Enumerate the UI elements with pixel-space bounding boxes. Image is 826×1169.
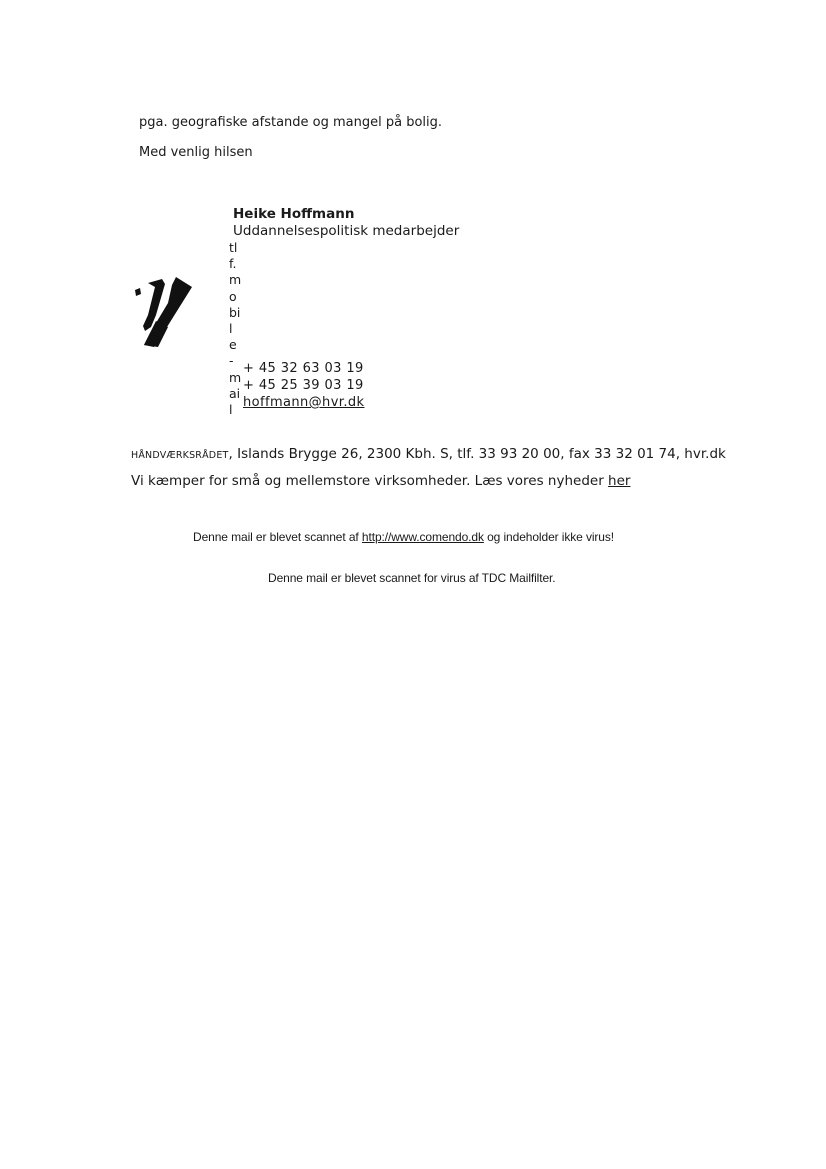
- scan-notice-comendo: [193, 530, 614, 544]
- company-name: HÅNDVÆRKSRÅDET: [131, 450, 229, 461]
- label-fragment: m: [229, 272, 242, 288]
- company-address: , Islands Brygge 26, 2300 Kbh. S, tlf. 33 93 20 00, fax 33 32 01 74, hvr.dk: [228, 446, 726, 462]
- label-fragment: e: [229, 337, 237, 353]
- signature-name: Heike Hoffmann: [233, 206, 355, 222]
- letter-line: pga. geografiske afstande og mangel på bolig.: [139, 115, 443, 130]
- label-fragment: tl: [229, 240, 238, 255]
- label-fragment: bi: [229, 304, 241, 320]
- label-fragment: l: [229, 402, 233, 418]
- email-link[interactable]: hoffmann@hvr.dk: [243, 395, 365, 410]
- news-link[interactable]: her: [608, 473, 631, 489]
- closing-text: Med venlig hilsen: [139, 145, 253, 160]
- mobile-number: + 45 25 39 03 19: [243, 378, 364, 393]
- label-fragment: m: [229, 369, 242, 385]
- label-fragment: o: [229, 288, 237, 304]
- scan-notice-suffix: og indeholder ikke virus!: [483, 530, 615, 544]
- company-tagline-line: [131, 473, 630, 489]
- scan-notice-tdc: Denne mail er blevet scannet for virus af TDC Mailfilter.: [268, 571, 556, 585]
- hvr-logo-icon: [132, 275, 196, 351]
- scan-notice-prefix: Denne mail er blevet scannet af: [193, 530, 362, 544]
- signature-role: Uddannelsespolitisk medarbejder: [233, 223, 460, 239]
- label-fragment: -: [229, 353, 234, 369]
- comendo-link[interactable]: http://www.comendo.dk: [361, 530, 484, 544]
- contact-labels: [229, 240, 243, 418]
- company-address-line: [131, 446, 726, 462]
- label-fragment: f.: [229, 256, 237, 272]
- phone-number: + 45 32 63 03 19: [243, 361, 364, 376]
- label-fragment: ai: [229, 385, 241, 401]
- label-fragment: l: [229, 321, 233, 337]
- company-tagline: Vi kæmper for små og mellemstore virksomheder. Læs vores nyheder: [131, 473, 609, 489]
